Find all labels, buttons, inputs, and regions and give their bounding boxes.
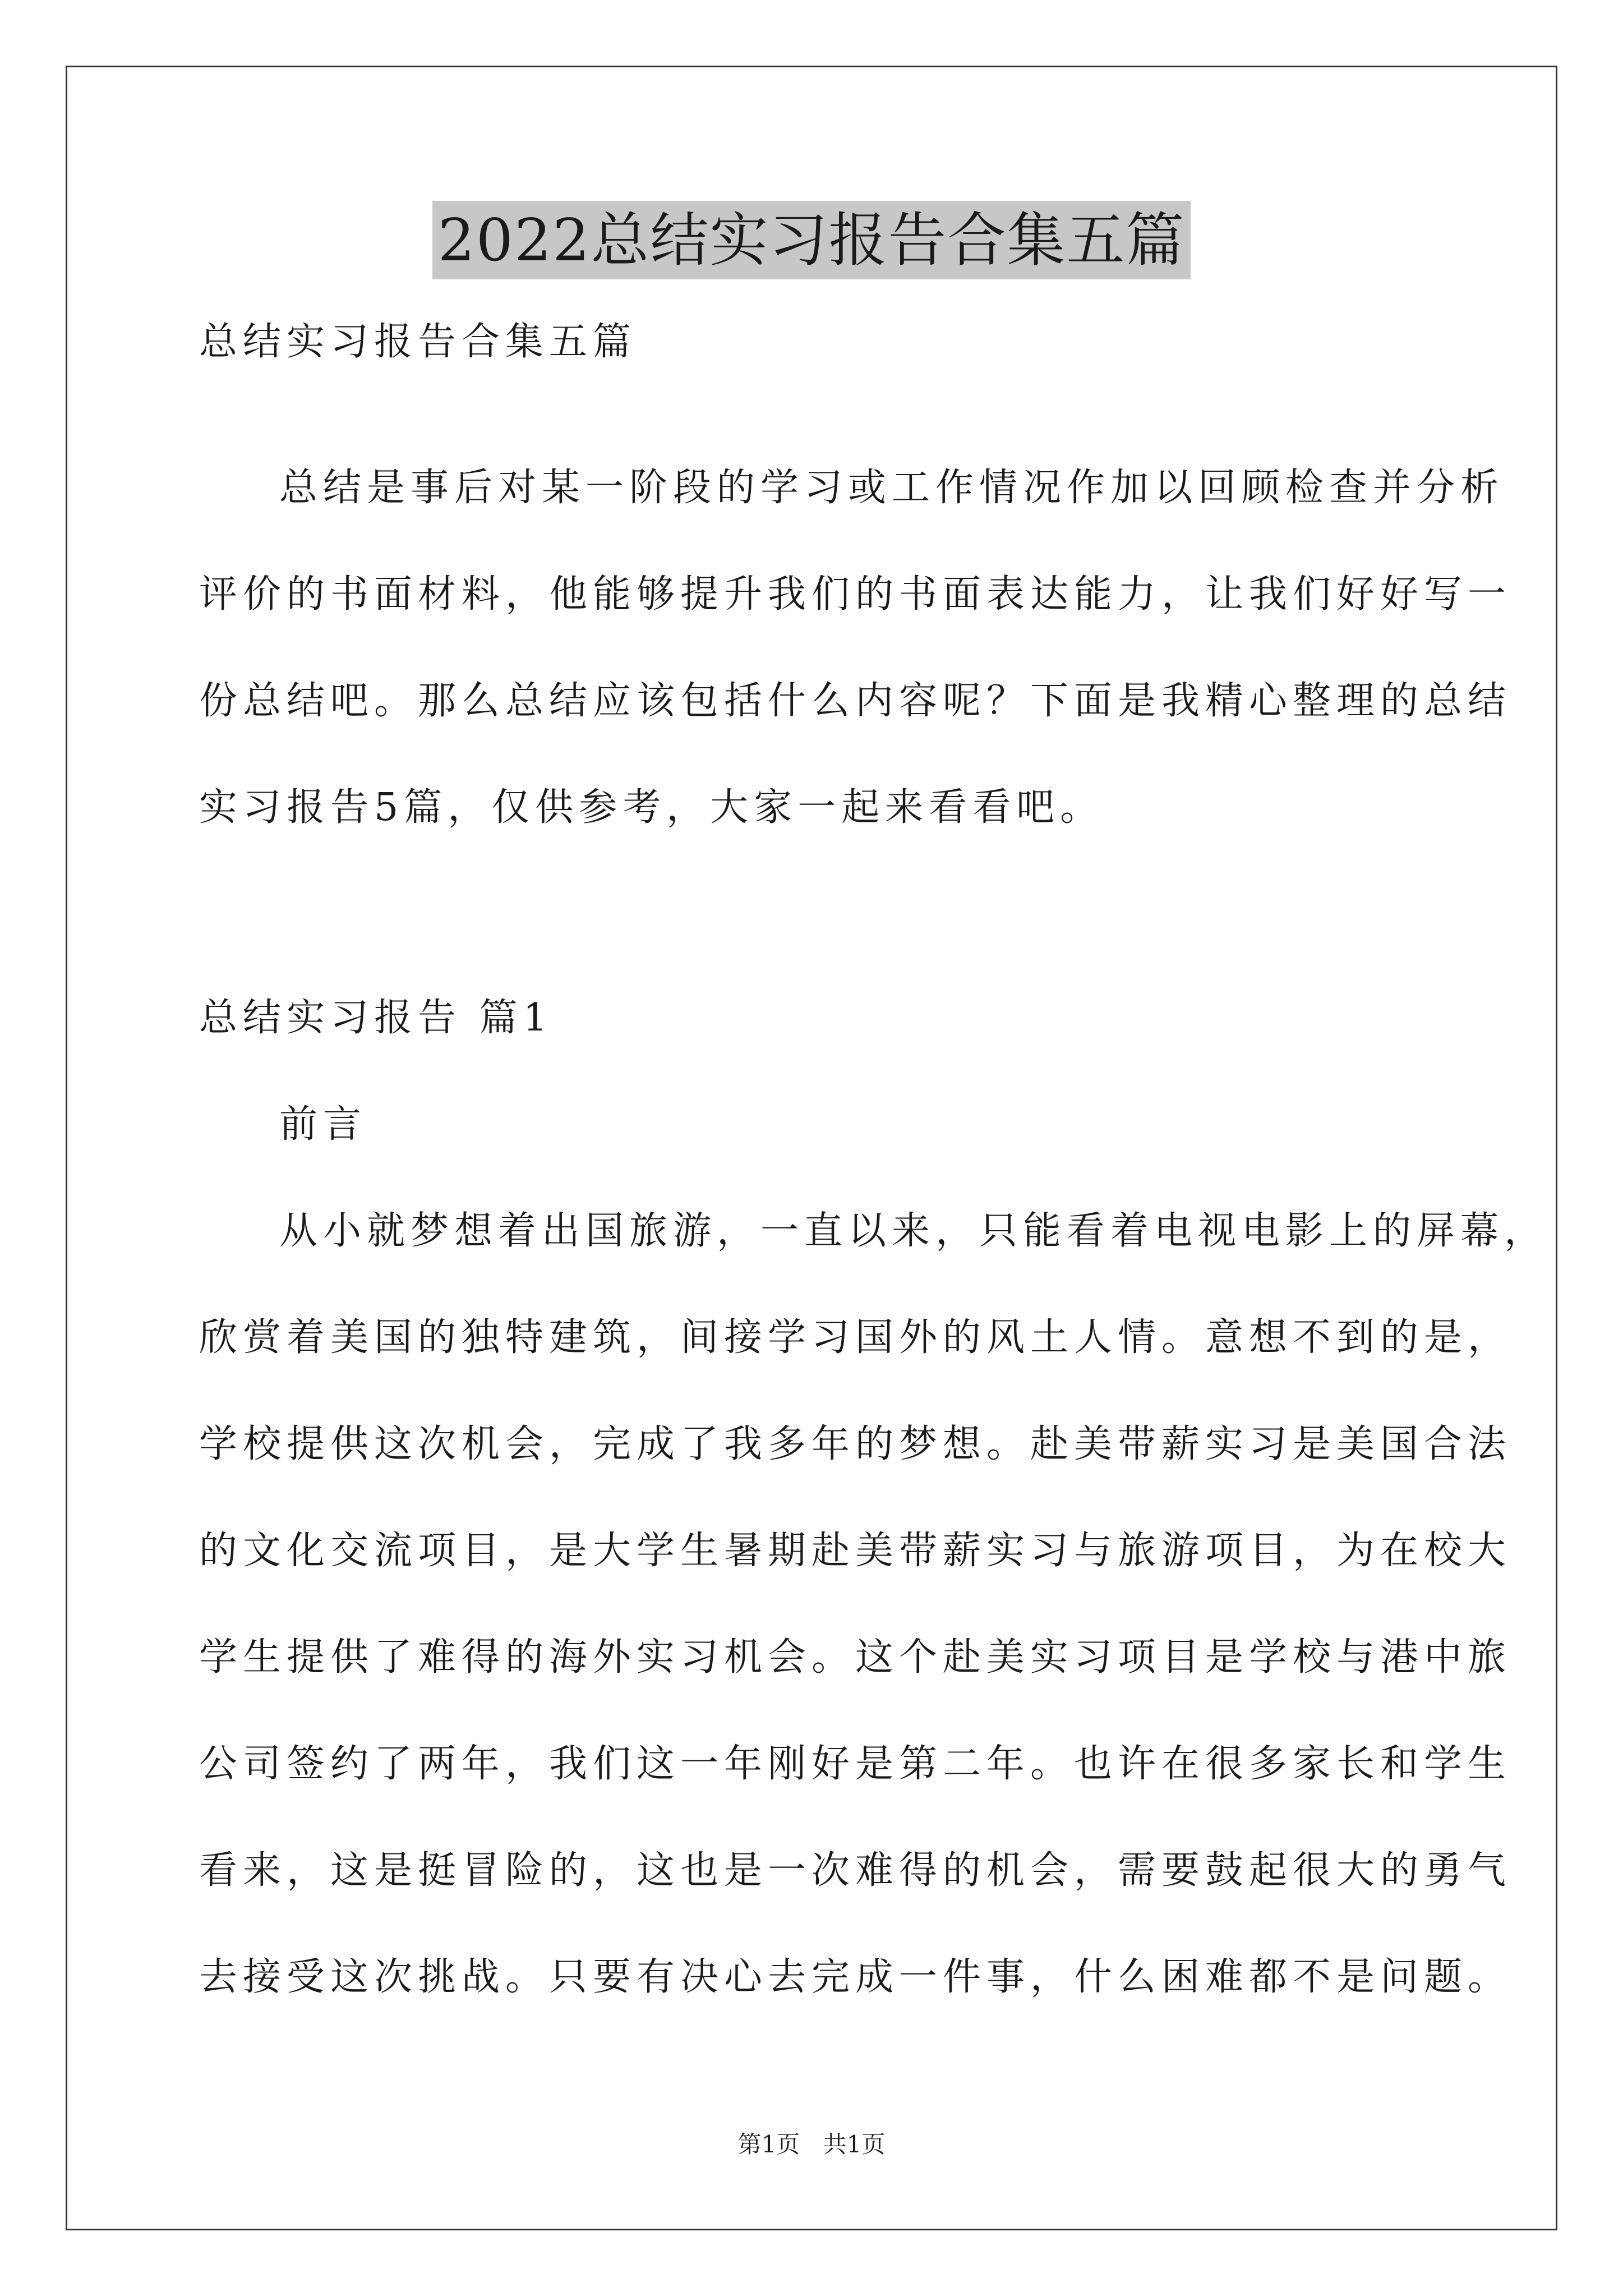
body-line: 学校提供这次机会，完成了我多年的梦想。赴美带薪实习是美国合法	[199, 1422, 1512, 1466]
body-line: 总结是事后对某一阶段的学习或工作情况作加以回顾检查并分析	[279, 466, 1505, 510]
page-number-current: 第1页	[737, 2131, 800, 2158]
preface-heading: 前言	[279, 1102, 367, 1147]
body-line: 看来，这是挺冒险的，这也是一次难得的机会，需要鼓起很大的勇气	[199, 1848, 1512, 1893]
body-line: 评价的书面材料，他能够提升我们的书面表达能力，让我们好好写一	[199, 572, 1512, 616]
body-line: 实习报告5篇，仅供参考，大家一起来看看吧。	[199, 785, 1104, 830]
body-line: 学生提供了难得的海外实习机会。这个赴美实习项目是学校与港中旅	[199, 1635, 1512, 1680]
body-line: 的文化交流项目，是大学生暑期赴美带薪实习与旅游项目，为在校大	[199, 1529, 1512, 1573]
body-line: 去接受这次挑战。只要有决心去完成一件事，什么困难都不是问题。	[199, 1955, 1512, 1999]
title-container	[0, 201, 1623, 279]
page-number-total: 共1页	[823, 2131, 886, 2158]
body-line: 份总结吧。那么总结应该包括什么内容呢？下面是我精心整理的总结	[199, 679, 1512, 723]
document-title: 2022总结实习报告合集五篇	[432, 201, 1191, 279]
page-footer	[0, 2129, 1623, 2160]
section-heading: 总结实习报告 篇1	[199, 996, 553, 1040]
body-line: 公司签约了两年，我们这一年刚好是第二年。也许在很多家长和学生	[199, 1742, 1512, 1786]
subtitle-line: 总结实习报告合集五篇	[199, 320, 637, 364]
body-line: 从小就梦想着出国旅游，一直以来，只能看着电视电影上的屏幕，	[279, 1209, 1548, 1253]
body-line: 欣赏着美国的独特建筑，间接学习国外的风土人情。意想不到的是，	[199, 1315, 1512, 1360]
